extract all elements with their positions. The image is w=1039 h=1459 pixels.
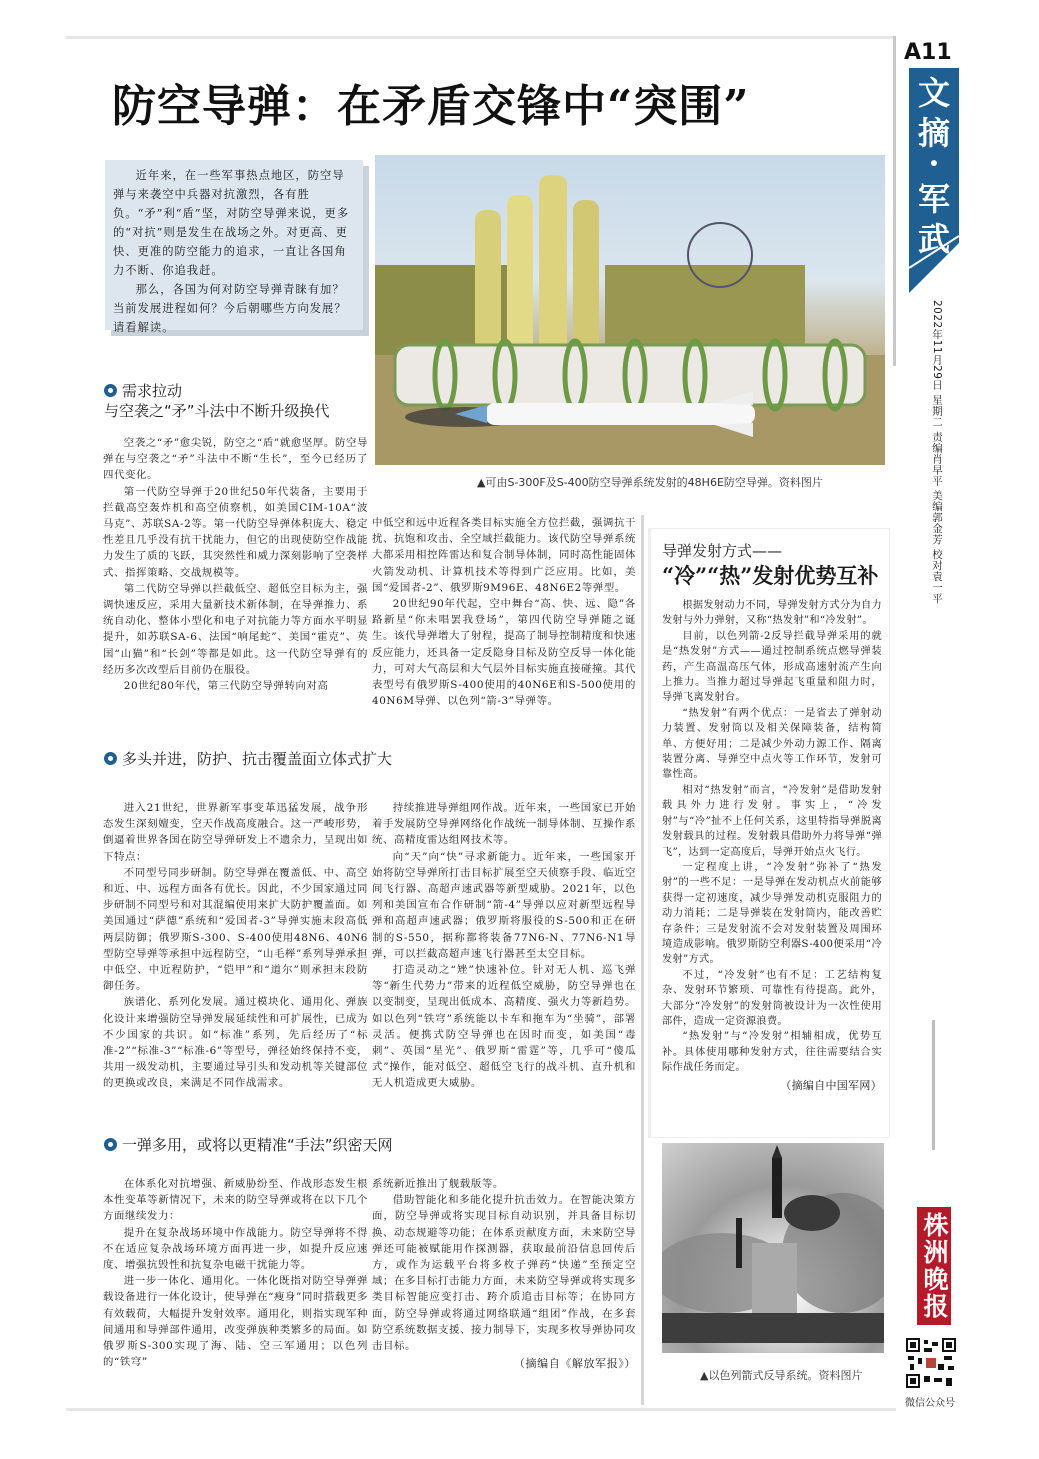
paragraph: 打造灵动之“矬”快速补位。针对无人机、巡飞弹等“新生代势力”带来的近程低空威胁，防空导弹也在以变制变，呈现出低成本、高精度、强火力等新趋势。如以色列“铁穹”系统能以卡车和拖车为“坐骑”，部署灵活。便携式防空导弹也在因时而变，如美国“毒刺”、英国“星光”、俄罗斯“雷霆”等，几乎可“傻瓜式”操作，能对低空、超低空飞行的战斗机、直升机和无人机造成更大威胁。	[372, 964, 636, 1090]
paragraph: 族谱化、系列化发展。通过模块化、通用化、弹族化设计来增强防空导弹发展延续性和可扩展性，已成为不少国家的共识。如“标准”系列，先后经历了“标准-2”“标准-3”“标准-6”等型号，弹径始终保持不变，共用一级发动机，主要通过导引头和发动机等关键部位的更换或改良，来满足不同作战需求。	[103, 996, 368, 1090]
circle-bullet-icon	[104, 752, 117, 765]
paragraph: 借助智能化和多能化提升抗击效力。在智能决策方面，防空导弹或将实现目标自动识别，并具备目标切换、动态规避等功能；在体系贡献度方面，未来防空导弹还可能被赋能用作探测器，获取最前沿信息回传后方，或作为运载平台将多枚子弹药“快递”至预定空域；在多目标打击能力方面，未来防空导弹或将实现多类目标智能应变打击、跨介质追击目标等；在协同方面，防空导弹或将通过网络联通“组团”作战，在多套防空系统数据支援、接力制导下，实现多枚导弹协同攻击目标。	[372, 1194, 636, 1353]
section-subheading: 与空袭之“矛”斗法中不断升级换代	[104, 402, 330, 420]
sidebar-kicker: 导弹发射方式——	[662, 542, 783, 560]
paragraph: 不过，“冷发射”也有不足：工艺结构复杂、发射环节繁琐、可靠性有待提高。此外，大部分“冷发射”的发射筒被设计为一次性使用部件，造成一定资源浪费。	[662, 969, 882, 1027]
column-divider	[641, 515, 644, 1405]
section-heading	[104, 380, 182, 401]
circle-bullet-icon	[104, 1138, 117, 1151]
intro-box	[105, 160, 363, 334]
article-column	[372, 515, 636, 709]
paragraph: 20世纪80年代，第三代防空导弹转向对高	[123, 680, 329, 693]
paragraph: “热发射”与“冷发射”相辅相成，优势互补。具体使用哪种发射方式，往往需要结合实际作战任务而定。	[662, 1031, 882, 1074]
article-column	[372, 1176, 636, 1372]
paragraph: 一定程度上讲，“冷发射”弥补了“热发射”的一些不足：一是导弹在发动机点火前能够获得一定初速度，减少导弹发动机克服阻力的动力消耗；二是导弹装在发射筒内，能改善贮存条件；三是发射流不会对发射装置及周围环境造成影响。俄罗斯防空利器S-400便采用“冷发射”方式。	[662, 861, 882, 966]
sidebar-column	[662, 598, 882, 1093]
source-credit: （摘编自中国军网）	[780, 1078, 882, 1092]
intro-paragraph: 那么，各国为何对防空导弹青睐有加？当前发展进程如何？今后朝哪些方向发展？请看解读。	[113, 283, 347, 334]
section-heading	[104, 748, 392, 769]
paragraph: 不同型号同步研制。防空导弹在覆盖低、中、高空和近、中、远程方面各有优长。因此，不少国家通过同步研制不同型号和对其混编使用来扩大防护覆盖面。如美国通过“萨德”系统和“爱国者-3”导弹实施末段高低两层防御；俄罗斯S-300、S-400使用48N6、40N6型防空导弹等承担中远程防空，“山毛榉”系列导弹承担中低空、中近程防护，“铠甲”和“道尔”则承担末段防御任务。	[103, 866, 368, 993]
paragraph: 在体系化对抗增强、新威胁纷至、作战形态发生根本性变革等新情况下，未来的防空导弹或将在以下几个方面继续发力：	[103, 1178, 368, 1223]
paragraph: “热发射”有两个优点：一是省去了弹射动力装置、发射筒以及相关保障装备，结构简单、方便好用；二是减少外动力源工作、隔离装置分离、导弹空中点火等工作环节，发射可靠性高。	[662, 707, 882, 781]
rocket-launch-photo	[662, 1143, 884, 1353]
section-heading-text: 多头并进，防护、抗击覆盖面立体式扩大	[122, 750, 393, 768]
banner-char: 摘	[917, 114, 951, 152]
dateline: 2022年11月29日 星期二 责编肖早平 美编郭金芳 校对袁一平	[931, 300, 943, 604]
missile-photo	[375, 155, 885, 465]
qr-code-icon[interactable]	[906, 1338, 956, 1388]
source-credit: （摘编自《解放军报》）	[513, 1357, 636, 1371]
page-title: 防空导弹：在矛盾交锋中“突围”	[112, 81, 750, 132]
article-column	[372, 800, 636, 1092]
circle-bullet-icon	[104, 384, 117, 397]
column-divider	[893, 36, 896, 366]
top-rule	[66, 36, 896, 39]
banner-char: 军	[917, 180, 951, 218]
paragraph: 中低空和远中近程各类目标实施全方位拦截，强调抗干扰、抗饱和攻击、全空域拦截能力。该代防空导弹系统大都采用相控阵雷达和复合制导体制，同时高性能固体火箭发动机、计算机技术等得到广泛应用。比如，美国“爱国者-2”、俄罗斯9M96E、48N6E2等弹型。	[372, 517, 636, 594]
paragraph: 第二代防空导弹以拦截低空、超低空目标为主，强调快速反应，采用大量新技术新体制，在导弹推力、系统自动化、整体小型化和电子对抗能力等方面水平明显提升，如苏联SA-6、法国“响尾蛇”、美国“霍克”、英国“山猫”和“长剑”等都是如此。这一代防空导弹有的经历多次改型后目前仍在服役。	[103, 582, 368, 676]
paragraph: 持续推进导弹组网作战。近年来，一些国家已开始着手发展防空导弹网络化作战统一制导体制、互操作系统、高精度雷达组网技术等。	[372, 802, 636, 847]
paragraph: 根据发射动力不同，导弹发射方式分为自力发射与外力弹射，又称“热发射”和“冷发射”。	[662, 600, 882, 627]
banner-char: 武	[917, 220, 951, 258]
sidebar-title: “冷”“热”发射优势互补	[662, 563, 879, 588]
article-column	[103, 800, 368, 1092]
intro-paragraph: 近年来，在一些军事热点地区，防空导弹与来袭空中兵器对抗激烈，各有胜负。“矛”利“盾”坚，对防空导弹来说，更多的“对抗”则是发生在战场之外。对更高、更快、更准的防空能力的追求，一直让各国角力不断、你追我赶。	[113, 169, 350, 277]
section-heading-text: 一弹多用，或将以更精准“手法”织密天网	[122, 1136, 393, 1154]
paragraph: 提升在复杂战场环境中作战能力。防空导弹将不得不在适应复杂战场环境方面再进一步，如提升反应速度、增强抗毁性和抗复杂电磁干扰能力等。	[103, 1226, 368, 1272]
paragraph: 进入21世纪，世界新军事变革迅猛发展，战争形态发生深刻嬗变，空天作战高度融合。这一严峻形势，倒逼着世界各国在防空导弹研发上不遗余力，呈现出如下特点：	[103, 802, 368, 863]
qr-label: 微信公众号	[905, 1398, 955, 1409]
bottom-rule	[66, 1408, 896, 1411]
article-column	[103, 1176, 368, 1370]
paragraph: 向“天”向“快”寻求新能力。近年来，一些国家开始将防空导弹所打击目标扩展至空天侦察手段、临近空间飞行器、高超声速武器等新型威胁。2021年，以色列和美国宣布合作研制“箭-4”导弹以应对新型远程导弹和高超声速武器；俄罗斯将服役的S-500和正在研制的S-550，据称都将装备77N6-N、77N6-N1导弹，可以拦截高超声速飞行器甚至太空目标。	[372, 850, 636, 960]
banner-char: ·	[928, 144, 940, 182]
paragraph: 进一步一体化、通用化。一体化既指对防空导弹弹载设备进行一体化设计，使导弹在“瘦身”同时搭载更多有效载荷，大幅提升发射效率。通用化，则指实现军种间通用和导弹部件通用，改变弹族种类繁多的局面。如俄罗斯S-300实现了海、陆、空三军通用；以色列的“铁穹”	[103, 1275, 368, 1369]
paragraph: 系统新近推出了舰载版等。	[372, 1178, 504, 1190]
paragraph: 空袭之“矛”愈尖锐，防空之“盾”就愈坚厚。防空导弹在与空袭之“矛”斗法中不断“生长”，至今已经历了四代变化。	[103, 437, 368, 482]
paragraph: 20世纪90年代起，空中舞台“高、快、远、隐”各路新星“你未唱罢我登场”，第四代防空导弹随之诞生。该代导弹增大了射程，提高了制导控制精度和快速反应能力，还具备一定反隐身目标及防空反导一体化能力，可对大气高层和大气层外目标实施直接碰撞。其代表型号有俄罗斯S-400使用的40N6E和S-500使用的40N6M导弹、以色列“箭-3”导弹等。	[372, 598, 636, 708]
side-rule	[932, 1020, 935, 1150]
paragraph: 相对“热发射”而言，“冷发射”是借助发射载具外力进行发射。事实上，“冷发射”与“冷”扯不上任何关系，这里特指导弹脱离发射载具的过程。发射载具借助外力将导弹“弹飞”，达到一定高度后，导弹开始点火飞行。	[662, 784, 882, 858]
page-number: A11	[904, 40, 952, 65]
section-heading	[104, 1134, 393, 1155]
banner-char: 文	[917, 74, 951, 112]
paragraph: 目前，以色列箭-2反导拦截导弹采用的就是“热发射”方式——通过控制系统点燃导弹装药，产生高温高压气体，形成高速射流产生向上推力。当推力超过导弹起飞重量和阻力时，导弹飞离发射台。	[662, 630, 882, 704]
section-banner	[909, 68, 959, 293]
photo-caption: ▲以色列箭式反导系统。资料图片	[700, 1369, 863, 1382]
section-heading-text: 需求拉动	[122, 382, 183, 400]
article-column	[103, 435, 368, 694]
newspaper-logo: 株洲晚报	[917, 1207, 951, 1325]
photo-caption: ▲可由S-300F及S-400防空导弹系统发射的48H6E防空导弹。资料图片	[477, 476, 823, 489]
paragraph: 第一代防空导弹于20世纪50年代装备，主要用于拦截高空轰炸机和高空侦察机，如美国CIM-10A“波马克”、苏联SA-2等。第一代防空导弹体积庞大、稳定性差且几乎没有抗干扰能力，但它的出现使防空作战能力发生了质的飞跃，其突然性和威力深刻影响了空袭样式、指挥策略、交战规模等。	[103, 485, 368, 579]
